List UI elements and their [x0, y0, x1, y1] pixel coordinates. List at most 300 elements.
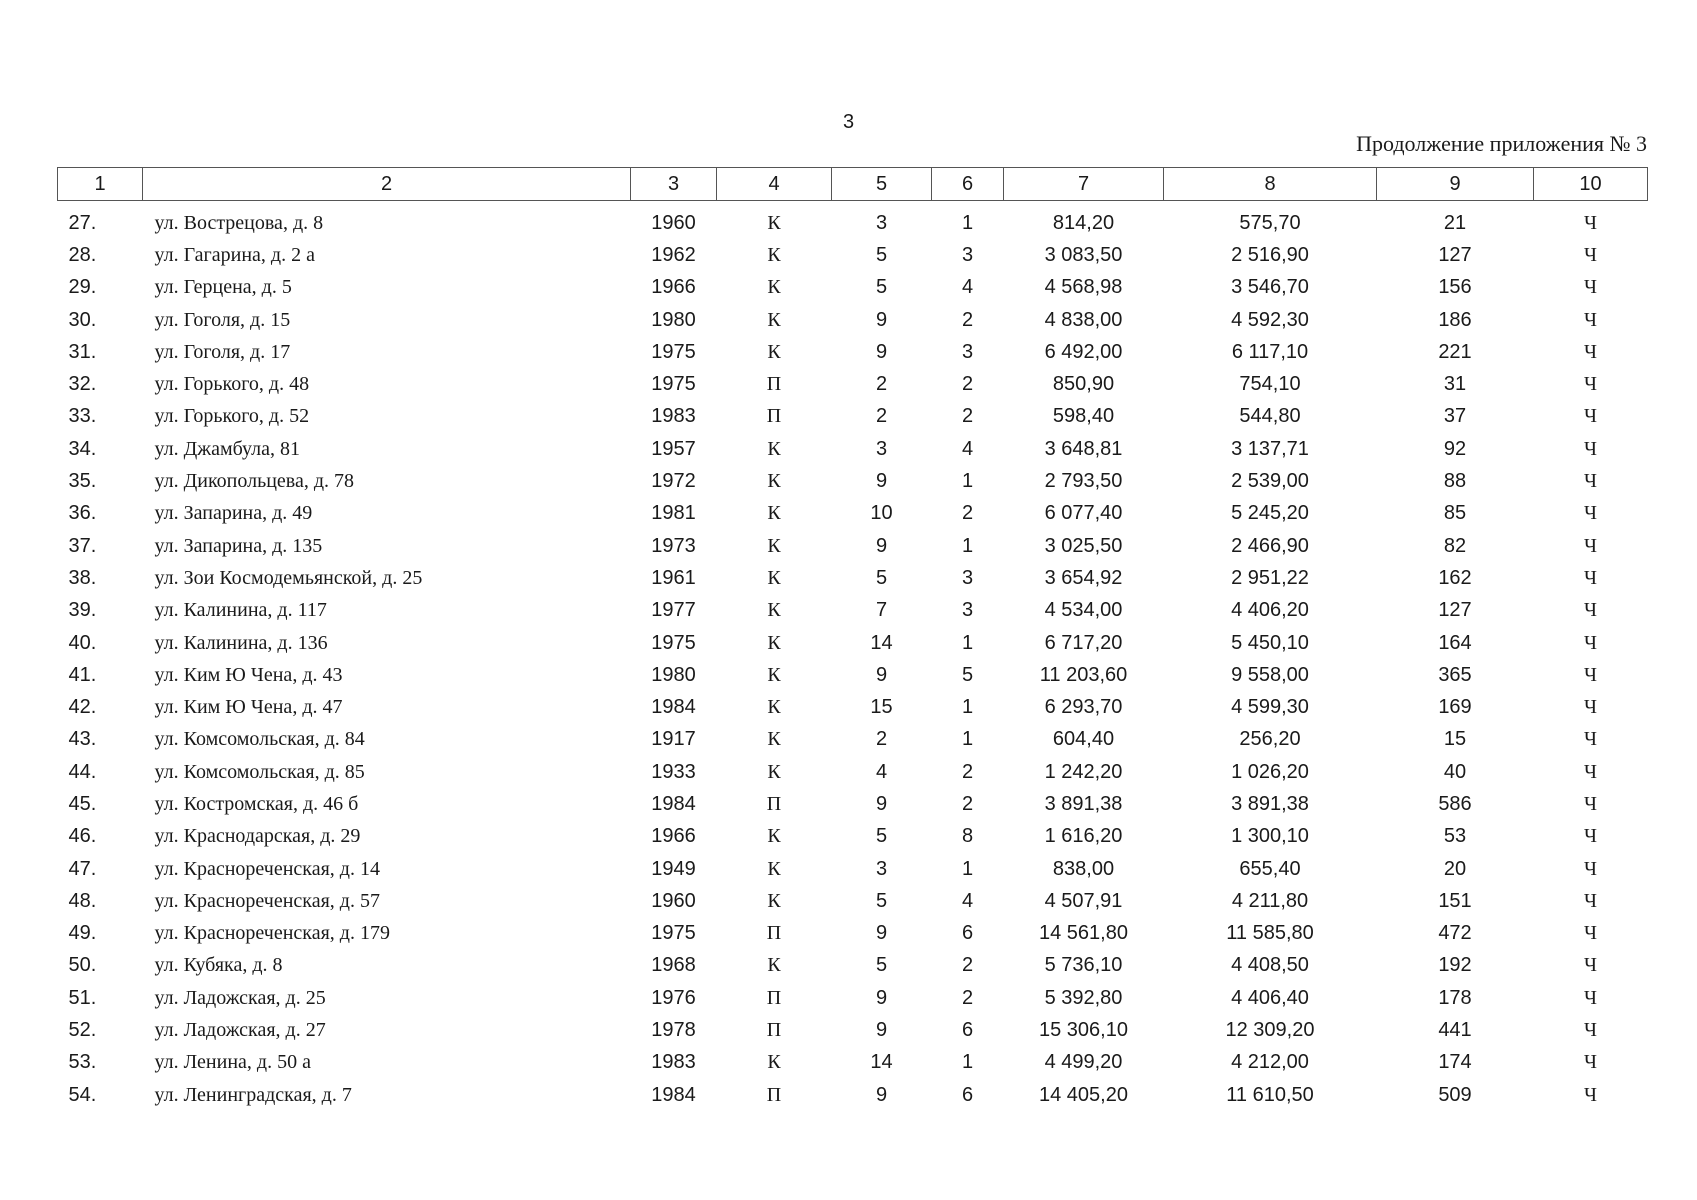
- living-area-cell: 754,10: [1239, 373, 1301, 396]
- total-area-cell: 6 492,00: [1044, 340, 1123, 363]
- year-built-cell: 1957: [651, 437, 696, 460]
- ownership-type-cell: Ч: [1584, 340, 1597, 363]
- table-row: [58, 498, 1648, 530]
- ownership-type-cell: Ч: [1584, 889, 1597, 912]
- total-area-cell: 598,40: [1052, 405, 1115, 428]
- total-area-cell: 1 242,20: [1044, 760, 1123, 783]
- address-cell: ул. Ким Ю Чена, д. 43: [154, 663, 343, 686]
- living-area-cell: 4 212,00: [1231, 1051, 1309, 1074]
- total-area-cell: 4 507,91: [1044, 889, 1123, 912]
- wall-material-cell: К: [767, 889, 781, 912]
- resident-count-cell: 20: [1443, 857, 1467, 880]
- row-number-cell: 45.: [68, 792, 97, 815]
- wall-material-cell: К: [767, 954, 781, 977]
- year-built-cell: 1917: [651, 728, 696, 751]
- table-row: [58, 918, 1648, 950]
- living-area-cell: 2 951,22: [1231, 566, 1309, 589]
- living-area-cell: 4 211,80: [1231, 889, 1309, 912]
- ownership-type-cell: Ч: [1584, 308, 1597, 331]
- living-area-cell: 655,40: [1239, 857, 1301, 880]
- total-area-cell: 5 736,10: [1044, 954, 1123, 977]
- row-number-cell: 51.: [68, 986, 97, 1009]
- wall-material-cell: К: [767, 211, 781, 234]
- floor-count-cell: 9: [875, 1019, 888, 1042]
- table-row: [58, 691, 1648, 723]
- year-built-cell: 1961: [651, 566, 696, 589]
- total-area-cell: 11 203,60: [1039, 663, 1128, 686]
- entrance-count-cell: 3: [961, 243, 974, 266]
- resident-count-cell: 88: [1443, 470, 1467, 493]
- wall-material-cell: П: [766, 792, 782, 815]
- floor-count-cell: 9: [875, 986, 888, 1009]
- table-row: [58, 788, 1648, 820]
- table-row: [58, 950, 1648, 982]
- address-cell: ул. Кубяка, д. 8: [154, 954, 283, 977]
- total-area-cell: 4 568,98: [1044, 276, 1123, 299]
- resident-count-cell: 151: [1438, 889, 1472, 912]
- ownership-type-cell: Ч: [1584, 631, 1597, 654]
- wall-material-cell: К: [767, 566, 781, 589]
- ownership-type-cell: Ч: [1584, 373, 1597, 396]
- year-built-cell: 1983: [651, 405, 696, 428]
- ownership-type-cell: Ч: [1584, 922, 1597, 945]
- floor-count-cell: 2: [875, 728, 888, 751]
- address-cell: ул. Краснореченская, д. 179: [154, 922, 390, 945]
- total-area-cell: 814,20: [1052, 211, 1115, 234]
- table-row: [58, 1014, 1648, 1046]
- floor-count-cell: 3: [875, 211, 888, 234]
- year-built-cell: 1980: [651, 663, 696, 686]
- column-header: 6: [932, 168, 1004, 201]
- column-header: 3: [631, 168, 717, 201]
- entrance-count-cell: 3: [961, 566, 974, 589]
- row-number-cell: 30.: [68, 308, 97, 331]
- wall-material-cell: К: [767, 437, 781, 460]
- wall-material-cell: П: [766, 922, 782, 945]
- floor-count-cell: 9: [875, 340, 888, 363]
- entrance-count-cell: 4: [961, 889, 974, 912]
- year-built-cell: 1962: [651, 243, 696, 266]
- table-row: [58, 368, 1648, 400]
- row-number-cell: 38.: [68, 566, 97, 589]
- year-built-cell: 1977: [651, 599, 696, 622]
- address-cell: ул. Костромская, д. 46 б: [154, 792, 359, 815]
- wall-material-cell: К: [767, 857, 781, 880]
- table-row: [58, 853, 1648, 885]
- living-area-cell: 2 539,00: [1231, 470, 1309, 493]
- resident-count-cell: 178: [1438, 986, 1472, 1009]
- ownership-type-cell: Ч: [1584, 470, 1597, 493]
- address-cell: ул. Дикопольцева, д. 78: [154, 470, 355, 493]
- entrance-count-cell: 8: [961, 825, 974, 848]
- ownership-type-cell: Ч: [1584, 534, 1597, 557]
- address-cell: ул. Краснореченская, д. 57: [154, 889, 380, 912]
- total-area-cell: 1 616,20: [1044, 825, 1123, 848]
- ownership-type-cell: Ч: [1584, 954, 1597, 977]
- ownership-type-cell: Ч: [1584, 243, 1597, 266]
- living-area-cell: 4 406,20: [1231, 599, 1309, 622]
- row-number-cell: 48.: [68, 889, 97, 912]
- total-area-cell: 6 717,20: [1044, 631, 1123, 654]
- appendix-continuation-label: Продолжение приложения № 3: [1356, 131, 1647, 156]
- resident-count-cell: 162: [1438, 566, 1472, 589]
- total-area-cell: 4 534,00: [1044, 599, 1123, 622]
- resident-count-cell: 21: [1443, 211, 1467, 234]
- column-header: 5: [832, 168, 932, 201]
- ownership-type-cell: Ч: [1584, 696, 1597, 719]
- wall-material-cell: П: [766, 1019, 782, 1042]
- ownership-type-cell: Ч: [1584, 502, 1597, 525]
- ownership-type-cell: Ч: [1584, 825, 1597, 848]
- living-area-cell: 4 592,30: [1231, 308, 1309, 331]
- ownership-type-cell: Ч: [1584, 792, 1597, 815]
- ownership-type-cell: Ч: [1584, 857, 1597, 880]
- year-built-cell: 1981: [651, 502, 696, 525]
- resident-count-cell: 15: [1443, 728, 1467, 751]
- entrance-count-cell: 1: [961, 696, 974, 719]
- living-area-cell: 9 558,00: [1231, 663, 1309, 686]
- floor-count-cell: 5: [875, 243, 888, 266]
- row-number-cell: 27.: [68, 211, 97, 234]
- living-area-cell: 4 406,40: [1231, 986, 1309, 1009]
- living-area-cell: 3 137,71: [1231, 437, 1309, 460]
- living-area-cell: 256,20: [1239, 728, 1301, 751]
- floor-count-cell: 3: [875, 857, 888, 880]
- entrance-count-cell: 1: [961, 211, 974, 234]
- resident-count-cell: 441: [1438, 1019, 1472, 1042]
- floor-count-cell: 5: [875, 276, 888, 299]
- living-area-cell: 11 610,50: [1226, 1083, 1314, 1106]
- wall-material-cell: К: [767, 340, 781, 363]
- column-header: 7: [1004, 168, 1164, 201]
- wall-material-cell: К: [767, 534, 781, 557]
- ownership-type-cell: Ч: [1584, 1083, 1597, 1106]
- living-area-cell: 11 585,80: [1226, 922, 1314, 945]
- column-header: 10: [1534, 168, 1648, 201]
- living-area-cell: 5 245,20: [1231, 502, 1309, 525]
- wall-material-cell: К: [767, 760, 781, 783]
- row-number-cell: 33.: [68, 405, 97, 428]
- ownership-type-cell: Ч: [1584, 437, 1597, 460]
- entrance-count-cell: 6: [961, 1083, 974, 1106]
- page-number: 3: [842, 111, 855, 133]
- entrance-count-cell: 3: [961, 340, 974, 363]
- year-built-cell: 1975: [651, 340, 696, 363]
- floor-count-cell: 5: [875, 825, 888, 848]
- address-cell: ул. Гагарина, д. 2 а: [154, 243, 315, 266]
- row-number-cell: 35.: [68, 470, 97, 493]
- column-header: 8: [1164, 168, 1377, 201]
- row-number-cell: 50.: [68, 954, 97, 977]
- ownership-type-cell: Ч: [1584, 663, 1597, 686]
- row-number-cell: 46.: [68, 825, 97, 848]
- row-number-cell: 54.: [68, 1083, 97, 1106]
- year-built-cell: 1983: [651, 1051, 696, 1074]
- wall-material-cell: П: [766, 373, 782, 396]
- entrance-count-cell: 1: [961, 857, 974, 880]
- living-area-cell: 3 546,70: [1231, 276, 1309, 299]
- floor-count-cell: 5: [875, 889, 888, 912]
- year-built-cell: 1980: [651, 308, 696, 331]
- table-row: [58, 465, 1648, 497]
- year-built-cell: 1949: [651, 857, 696, 880]
- row-number-cell: 36.: [68, 502, 97, 525]
- entrance-count-cell: 2: [961, 986, 974, 1009]
- table-row: [58, 659, 1648, 691]
- wall-material-cell: П: [766, 405, 782, 428]
- ownership-type-cell: Ч: [1584, 986, 1597, 1009]
- living-area-cell: 12 309,20: [1225, 1019, 1315, 1042]
- table-row: [58, 724, 1648, 756]
- total-area-cell: 3 083,50: [1044, 243, 1123, 266]
- living-area-cell: 5 450,10: [1231, 631, 1309, 654]
- resident-count-cell: 169: [1438, 696, 1472, 719]
- wall-material-cell: К: [767, 728, 781, 751]
- total-area-cell: 838,00: [1052, 857, 1115, 880]
- address-cell: ул. Комсомольская, д. 84: [154, 728, 365, 751]
- total-area-cell: 3 025,50: [1044, 534, 1123, 557]
- address-cell: ул. Ленинградская, д. 7: [154, 1083, 352, 1106]
- resident-count-cell: 509: [1438, 1083, 1472, 1106]
- total-area-cell: 3 654,92: [1044, 566, 1123, 589]
- year-built-cell: 1976: [651, 986, 696, 1009]
- year-built-cell: 1984: [651, 1083, 696, 1106]
- floor-count-cell: 5: [875, 566, 888, 589]
- entrance-count-cell: 2: [961, 373, 974, 396]
- floor-count-cell: 9: [875, 792, 888, 815]
- year-built-cell: 1960: [651, 211, 696, 234]
- address-cell: ул. Краснодарская, д. 29: [154, 825, 361, 848]
- total-area-cell: 4 499,20: [1044, 1051, 1123, 1074]
- year-built-cell: 1975: [651, 373, 696, 396]
- floor-count-cell: 9: [875, 534, 888, 557]
- column-number-header-row: [58, 168, 1648, 201]
- entrance-count-cell: 6: [961, 922, 974, 945]
- entrance-count-cell: 2: [961, 792, 974, 815]
- year-built-cell: 1933: [651, 760, 696, 783]
- row-number-cell: 41.: [68, 663, 97, 686]
- total-area-cell: 6 077,40: [1044, 502, 1123, 525]
- resident-count-cell: 40: [1443, 760, 1467, 783]
- resident-count-cell: 82: [1443, 534, 1467, 557]
- address-cell: ул. Ладожская, д. 25: [154, 986, 326, 1009]
- entrance-count-cell: 2: [961, 308, 974, 331]
- table-row: [58, 239, 1648, 271]
- resident-count-cell: 365: [1438, 663, 1472, 686]
- row-number-cell: 53.: [68, 1051, 97, 1074]
- living-area-cell: 575,70: [1239, 211, 1301, 234]
- year-built-cell: 1960: [651, 889, 696, 912]
- table-row: [58, 1079, 1648, 1111]
- year-built-cell: 1972: [651, 470, 696, 493]
- living-area-cell: 2 466,90: [1231, 534, 1309, 557]
- table-body: [58, 207, 1648, 1111]
- resident-count-cell: 192: [1438, 954, 1472, 977]
- row-number-cell: 43.: [68, 728, 97, 751]
- wall-material-cell: К: [767, 243, 781, 266]
- living-area-cell: 544,80: [1239, 405, 1301, 428]
- year-built-cell: 1973: [651, 534, 696, 557]
- total-area-cell: 6 293,70: [1044, 696, 1123, 719]
- table-row: [58, 1047, 1648, 1079]
- table-row: [58, 821, 1648, 853]
- column-header: 9: [1377, 168, 1534, 201]
- entrance-count-cell: 1: [961, 728, 974, 751]
- total-area-cell: 4 838,00: [1044, 308, 1123, 331]
- total-area-cell: 15 306,10: [1039, 1019, 1128, 1042]
- address-cell: ул. Ленина, д. 50 а: [154, 1051, 311, 1074]
- resident-count-cell: 586: [1438, 792, 1472, 815]
- resident-count-cell: 472: [1438, 922, 1472, 945]
- row-number-cell: 52.: [68, 1019, 97, 1042]
- table-row: [58, 433, 1648, 465]
- year-built-cell: 1966: [651, 276, 696, 299]
- wall-material-cell: К: [767, 1051, 781, 1074]
- year-built-cell: 1984: [651, 792, 696, 815]
- address-cell: ул. Краснореченская, д. 14: [154, 857, 380, 880]
- address-cell: ул. Герцена, д. 5: [154, 276, 292, 299]
- floor-count-cell: 7: [875, 599, 888, 622]
- total-area-cell: 3 891,38: [1044, 792, 1123, 815]
- table-row: [58, 595, 1648, 627]
- entrance-count-cell: 1: [961, 1051, 974, 1074]
- floor-count-cell: 9: [875, 470, 888, 493]
- row-number-cell: 34.: [68, 437, 97, 460]
- ownership-type-cell: Ч: [1584, 211, 1597, 234]
- year-built-cell: 1978: [651, 1019, 696, 1042]
- entrance-count-cell: 2: [961, 760, 974, 783]
- address-cell: ул. Горького, д. 52: [154, 405, 310, 428]
- row-number-cell: 31.: [68, 340, 97, 363]
- total-area-cell: 14 405,20: [1039, 1083, 1128, 1106]
- floor-count-cell: 2: [875, 373, 888, 396]
- row-number-cell: 49.: [68, 922, 97, 945]
- ownership-type-cell: Ч: [1584, 1051, 1597, 1074]
- table-row: [58, 272, 1648, 304]
- table-row: [58, 336, 1648, 368]
- wall-material-cell: К: [767, 663, 781, 686]
- address-cell: ул. Вострецова, д. 8: [154, 211, 324, 234]
- resident-count-cell: 92: [1443, 437, 1467, 460]
- entrance-count-cell: 4: [961, 276, 974, 299]
- row-number-cell: 47.: [68, 857, 97, 880]
- table-row: [58, 756, 1648, 788]
- total-area-cell: 3 648,81: [1044, 437, 1123, 460]
- column-header: 2: [143, 168, 631, 201]
- table-row: [58, 207, 1648, 239]
- floor-count-cell: 2: [875, 405, 888, 428]
- row-number-cell: 42.: [68, 696, 97, 719]
- floor-count-cell: 9: [875, 663, 888, 686]
- address-cell: ул. Гоголя, д. 15: [154, 308, 291, 331]
- wall-material-cell: К: [767, 276, 781, 299]
- entrance-count-cell: 1: [961, 631, 974, 654]
- resident-count-cell: 85: [1443, 502, 1467, 525]
- total-area-cell: 604,40: [1052, 728, 1115, 751]
- entrance-count-cell: 2: [961, 502, 974, 525]
- wall-material-cell: П: [766, 1083, 782, 1106]
- ownership-type-cell: Ч: [1584, 599, 1597, 622]
- entrance-count-cell: 3: [961, 599, 974, 622]
- floor-count-cell: 3: [875, 437, 888, 460]
- table-row: [58, 627, 1648, 659]
- wall-material-cell: К: [767, 825, 781, 848]
- resident-count-cell: 31: [1443, 373, 1467, 396]
- living-area-cell: 6 117,10: [1231, 340, 1309, 363]
- address-cell: ул. Горького, д. 48: [154, 373, 310, 396]
- floor-count-cell: 10: [870, 502, 893, 525]
- total-area-cell: 2 793,50: [1044, 470, 1123, 493]
- year-built-cell: 1975: [651, 922, 696, 945]
- table-row: [58, 304, 1648, 336]
- entrance-count-cell: 4: [961, 437, 974, 460]
- floor-count-cell: 9: [875, 1083, 888, 1106]
- resident-count-cell: 156: [1438, 276, 1472, 299]
- resident-count-cell: 174: [1438, 1051, 1472, 1074]
- address-cell: ул. Ладожская, д. 27: [154, 1019, 326, 1042]
- table-row: [58, 885, 1648, 917]
- total-area-cell: 5 392,80: [1044, 986, 1123, 1009]
- housing-registry-table: [57, 167, 1648, 1111]
- table-row: [58, 562, 1648, 594]
- resident-count-cell: 53: [1443, 825, 1467, 848]
- ownership-type-cell: Ч: [1584, 760, 1597, 783]
- floor-count-cell: 4: [875, 760, 888, 783]
- living-area-cell: 3 891,38: [1231, 792, 1309, 815]
- table-row: [58, 530, 1648, 562]
- row-number-cell: 39.: [68, 599, 97, 622]
- year-built-cell: 1966: [651, 825, 696, 848]
- resident-count-cell: 127: [1438, 599, 1472, 622]
- column-header: 1: [58, 168, 143, 201]
- ownership-type-cell: Ч: [1584, 728, 1597, 751]
- wall-material-cell: К: [767, 308, 781, 331]
- year-built-cell: 1968: [651, 954, 696, 977]
- address-cell: ул. Зои Космодемьянской, д. 25: [154, 566, 423, 589]
- row-number-cell: 44.: [68, 760, 97, 783]
- wall-material-cell: К: [767, 599, 781, 622]
- ownership-type-cell: Ч: [1584, 1019, 1597, 1042]
- table-row: [58, 982, 1648, 1014]
- address-cell: ул. Запарина, д. 135: [154, 534, 323, 557]
- resident-count-cell: 164: [1438, 631, 1472, 654]
- resident-count-cell: 127: [1438, 243, 1472, 266]
- address-cell: ул. Запарина, д. 49: [154, 502, 313, 525]
- year-built-cell: 1984: [651, 696, 696, 719]
- living-area-cell: 1 300,10: [1231, 825, 1309, 848]
- wall-material-cell: К: [767, 502, 781, 525]
- address-cell: ул. Калинина, д. 117: [154, 599, 327, 622]
- address-cell: ул. Комсомольская, д. 85: [154, 760, 365, 783]
- floor-count-cell: 5: [875, 954, 888, 977]
- entrance-count-cell: 2: [961, 954, 974, 977]
- address-cell: ул. Гоголя, д. 17: [154, 340, 291, 363]
- floor-count-cell: 9: [875, 922, 888, 945]
- total-area-cell: 14 561,80: [1039, 922, 1128, 945]
- living-area-cell: 4 408,50: [1231, 954, 1309, 977]
- row-number-cell: 40.: [68, 631, 97, 654]
- entrance-count-cell: 1: [961, 470, 974, 493]
- floor-count-cell: 14: [870, 1051, 893, 1074]
- ownership-type-cell: Ч: [1584, 276, 1597, 299]
- entrance-count-cell: 2: [961, 405, 974, 428]
- total-area-cell: 850,90: [1052, 373, 1115, 396]
- address-cell: ул. Ким Ю Чена, д. 47: [154, 696, 343, 719]
- entrance-count-cell: 5: [961, 663, 974, 686]
- living-area-cell: 4 599,30: [1231, 696, 1309, 719]
- living-area-cell: 1 026,20: [1231, 760, 1309, 783]
- row-number-cell: 37.: [68, 534, 97, 557]
